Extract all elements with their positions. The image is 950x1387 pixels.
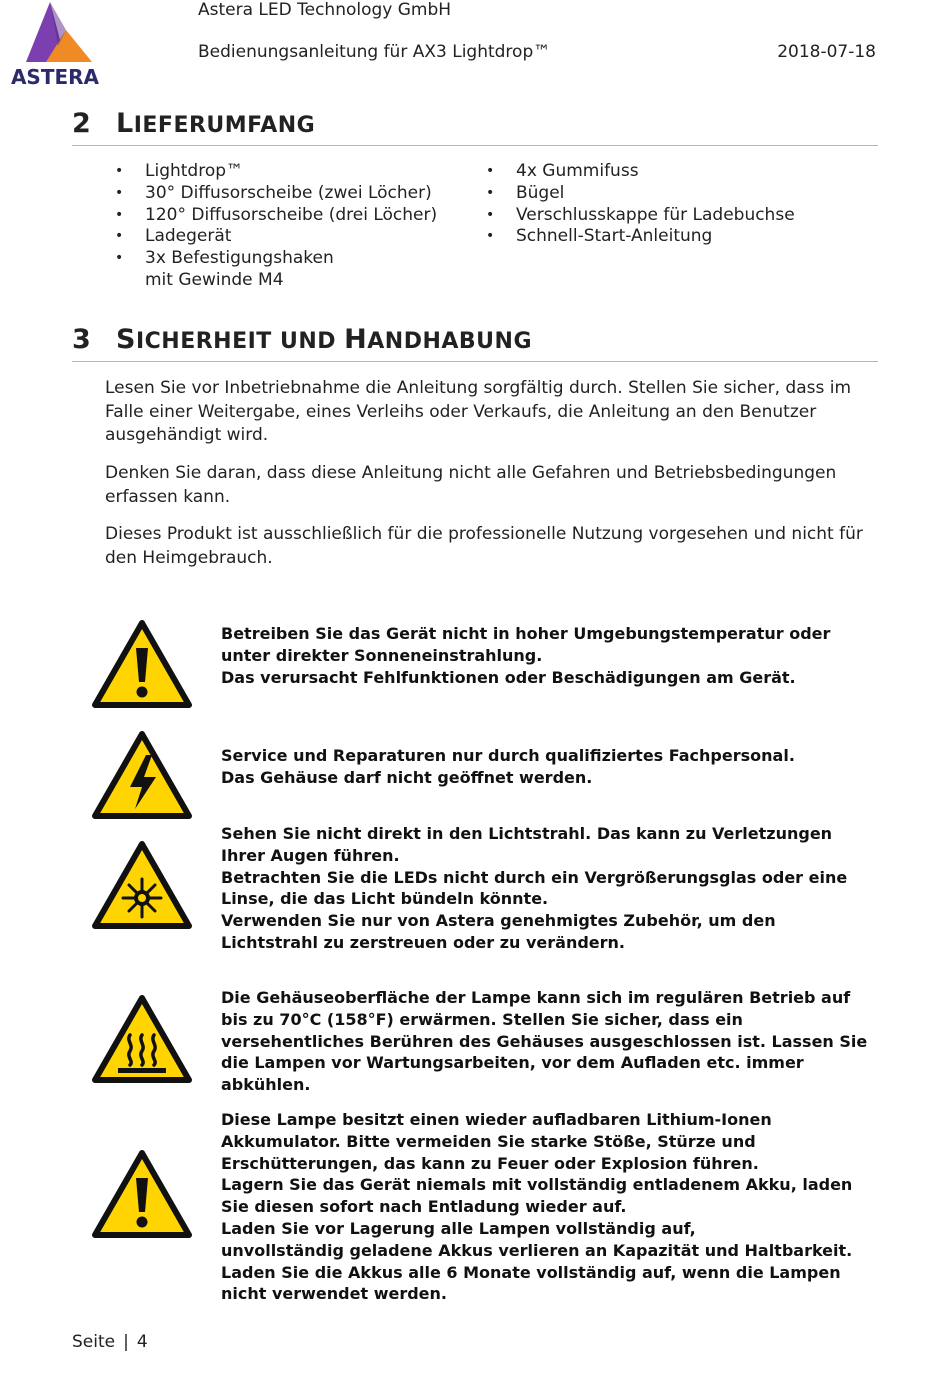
intro-paragraph: Denken Sie daran, dass diese Anleitung nicht alle Gefahren und Betriebsbedingungen erfassen kann. <box>105 463 837 507</box>
list-item: • Lightdrop™ <box>115 161 445 183</box>
section-title: LIEFERUMFANG <box>116 108 316 139</box>
hot-surface-warning-icon <box>92 995 192 1083</box>
intro-paragraph: Dieses Produkt ist ausschließlich für die professionelle Nutzung vorgesehen und nicht für den Heimgebrauch. <box>105 524 863 568</box>
company-name: Astera LED Technology GmbH <box>198 0 452 20</box>
warning-text: Diese Lampe besitzt einen wieder aufladbaren Lithium-Ionen Akkumulator. Bitte vermeiden Sie starke Stöße, Stürze und Erschütterungen, das kann zu Feuer oder Explosion führen. Lagern Sie das Gerät niemals mit vollständig entladenem Akku, laden Sie diesen sofort nach Entladung wieder auf. Laden Sie vor Lagerung alle Lampen vollständig auf, unvollständig geladene Akkus verlieren an Kapazität und Haltbarkeit. Laden Sie die Akkus alle 6 Monate vollständig auf, wenn die Lampen nicht verwendet werden. <box>221 1110 853 1304</box>
page-footer <box>72 1332 148 1352</box>
exclamation-warning-icon <box>92 1150 192 1238</box>
list-item: • 4x Gummifuss <box>486 161 846 183</box>
list-item: • 120° Diffusorscheibe (drei Löcher) <box>115 205 445 227</box>
warning-text: Sehen Sie nicht direkt in den Lichtstrahl. Das kann zu Verletzungen Ihrer Augen führen. Betrachten Sie die LEDs nicht durch ein Vergrößerungsglas oder eine Linse, die das Licht bündeln könnte. Verwenden Sie nur von Astera genehmigtes Zubehör, um den Lichtstrahl zu zerstreuen oder zu verändern. <box>221 824 848 952</box>
exclamation-warning-icon <box>92 620 192 708</box>
section-number: 3 <box>72 324 91 355</box>
section-2-heading <box>72 108 878 146</box>
list-item: • Schnell-Start-Anleitung <box>486 226 846 248</box>
delivery-list-left <box>115 161 445 292</box>
warning-text: Service und Reparaturen nur durch qualifiziertes Fachpersonal. Das Gehäuse darf nicht geöffnet werden. <box>221 746 795 787</box>
page-label: Seite <box>72 1332 116 1352</box>
list-item: • 30° Diffusorscheibe (zwei Löcher) <box>115 183 445 205</box>
section-number: 2 <box>72 108 91 139</box>
document-date: 2018-07-18 <box>777 42 876 62</box>
warning-text: Die Gehäuseoberfläche der Lampe kann sich im regulären Betrieb auf bis zu 70°C (158°F) erwärmen. Stellen Sie sicher, dass ein versehentliches Berühren des Gehäuses ausgeschlossen ist. Lassen Sie die Lampen vor Wartungsarbeiten, vor dem Aufladen etc. immer abkühlen. <box>221 988 868 1095</box>
astera-logo <box>6 0 104 90</box>
list-item: • Verschlusskappe für Ladebuchse <box>486 205 846 227</box>
list-item: • Ladegerät <box>115 226 445 248</box>
list-item: • Bügel <box>486 183 846 205</box>
page-number: 4 <box>136 1332 148 1352</box>
section-title: SICHERHEIT UND HANDHABUNG <box>116 324 533 355</box>
laser-light-warning-icon <box>92 841 192 929</box>
electric-shock-warning-icon <box>92 731 192 819</box>
warning-text: Betreiben Sie das Gerät nicht in hoher Umgebungstemperatur oder unter direkter Sonneneinstrahlung. Das verursacht Fehlfunktionen oder Beschädigungen am Gerät. <box>221 624 831 687</box>
footer-separator: | <box>123 1332 129 1352</box>
section-3-heading <box>72 324 878 362</box>
document-title: Bedienungsanleitung für AX3 Lightdrop™ <box>198 42 551 62</box>
list-item: • 3x Befestigungshaken mit Gewinde M4 <box>115 248 365 292</box>
svg-text:ASTERA: ASTERA <box>10 65 100 89</box>
delivery-list-right <box>486 161 846 248</box>
intro-paragraph: Lesen Sie vor Inbetriebnahme die Anleitung sorgfältig durch. Stellen Sie sicher, dass im Falle einer Weitergabe, eines Verleihs oder Verkaufs, die Anleitung an den Benutzer ausgehändigt wird. <box>105 378 852 445</box>
